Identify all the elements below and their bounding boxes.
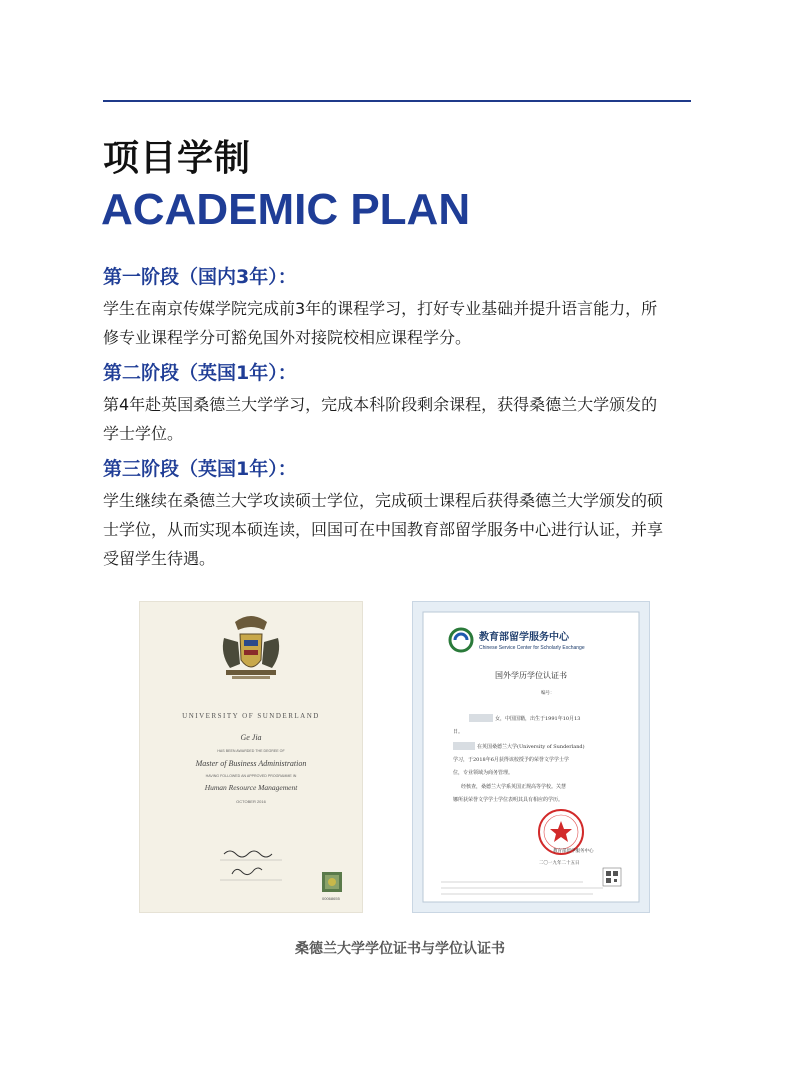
stage-heading: 第二阶段（英国1年）： [103,362,297,384]
qr-code-icon [603,868,621,886]
stage-body-line: 第4年赴英国桑德兰大学学习，完成本科阶段剩余课程，获得桑德兰大学颁发的 [103,395,658,414]
certificate-images [140,602,660,912]
body-line: 娜所获荣誉文学学士学位表明其具有相应的学历。 [453,797,564,803]
awarded-line: HAS BEEN AWARDED THE DEGREE OF [217,749,285,753]
cscse-certificate-drawing [413,602,649,912]
page-title-cn: 项目学制 [103,138,252,179]
programme-name: Human Resource Management [204,783,298,792]
stage-list [103,262,703,579]
page-title-en: ACADEMIC PLAN [101,185,471,234]
stage-1 [103,262,703,352]
cscse-name-cn: 教育部留学服务中心 [479,632,569,643]
sunderland-degree-certificate [140,602,362,912]
certificate-number-label: 编号： [541,691,555,696]
security-hologram-icon [322,872,342,892]
stage-body [103,390,703,448]
award-date: OCTOBER 2016 [236,799,266,804]
stage-body [103,486,703,573]
stage-body-line: 学生继续在桑德兰大学攻读硕士学位，完成硕士课程后获得桑德兰大学颁发的硕 [103,491,664,510]
stage-body-line: 受留学生待遇。 [103,549,216,568]
seal-issuer: 教育部留学服务中心 [553,849,594,854]
stage-body [103,294,703,352]
stage-body-line: 修专业课程学分可豁免国外对接院校相应课程学分。 [103,328,472,347]
cscse-name-en: Chinese Service Center for Scholarly Exchange [479,645,585,651]
issue-date: 二〇一九年二十五日 [539,861,580,866]
stage-heading: 第三阶段（英国1年）： [103,458,297,480]
body-line: 位，专业领域为商务管理。 [453,770,514,776]
stage-body-line: 学生在南京传媒学院完成前3年的课程学习，打好专业基础并提升语言能力，所 [103,299,658,318]
body-line: 在英国桑德兰大学(University of Sunderland) [477,744,585,750]
stage-heading: 第一阶段（国内3年）： [103,266,297,288]
body-line: 经核查，桑德兰大学系英国正规高等学校。关慧 [461,784,567,790]
stage-2 [103,358,703,448]
followed-line: HAVING FOLLOWED AN APPROVED PROGRAMME IN [205,774,297,778]
stage-body-line: 学士学位。 [103,424,184,443]
stage-3 [103,454,703,573]
signature-icon [220,851,282,880]
body-line: 日。 [453,729,464,735]
degree-name: Master of Business Administration [195,759,307,768]
stage-body-line: 士学位，从而实现本硕连读，回国可在中国教育部留学服务中心进行认证，并享 [103,520,664,539]
top-divider [103,100,691,102]
university-name: UNIVERSITY OF SUNDERLAND [182,712,320,720]
cscse-authentication-certificate [413,602,649,912]
body-line: 学习，于2018年6月获得该校授予的荣誉文学学士学 [453,757,569,763]
certificate-number: 00068655 [322,896,340,901]
image-caption: 桑德兰大学学位证书与学位认证书 [295,941,505,957]
coat-of-arms-icon [223,616,279,679]
graduate-name: Ge Jia [240,733,262,742]
body-line: 女，中国国籍，出生于1991年10月13 [495,716,581,722]
certificate-title: 国外学历学位认证书 [495,671,567,680]
sunderland-certificate-drawing [140,602,362,912]
